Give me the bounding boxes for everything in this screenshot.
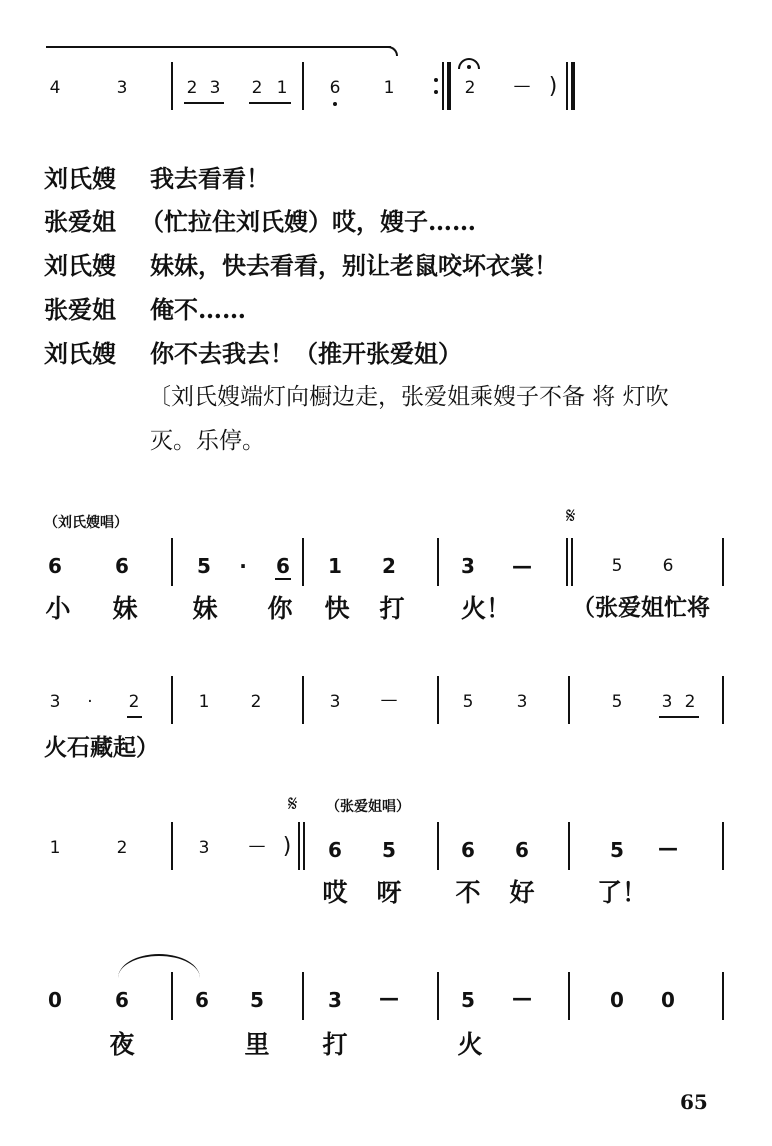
note: 3 [516,692,528,712]
note: 0 [610,988,624,1012]
bar-line [722,972,724,1020]
note: 0 [661,988,675,1012]
note: 5 [462,692,474,712]
dialogue-line: （忙拉住刘氏嫂）哎，嫂子…… [140,207,476,236]
underline [249,102,291,104]
note: — [513,76,531,96]
speaker-name: 张爱姐 [44,207,116,236]
lyric: 妹 [192,594,218,623]
underline [275,578,291,580]
repeat-bar-thick [447,62,451,110]
stage-direction: 〔刘氏嫂端灯向橱边走，张爱姐乘嫂子不备 将 灯吹 [148,384,669,410]
double-bar-thin [566,538,568,586]
stage-direction: 灭。乐停。 [150,428,265,454]
note: 6 [329,78,341,98]
note: 5 [610,838,624,862]
lyric: 快 [324,594,350,623]
note: 6 [515,838,529,862]
note: 6 [195,988,209,1012]
lyric: 呀 [376,878,402,907]
bar-line [171,62,173,110]
bar-line [722,822,724,870]
lyric: 夜 [109,1030,135,1059]
note: — [248,836,266,856]
speaker-name: 刘氏嫂 [44,339,116,368]
note: 3 [198,838,210,858]
bar-line [302,676,304,724]
score-line-3 [0,660,772,770]
note: 6 [328,838,342,862]
fermata-dot [467,65,471,69]
note: 2 [251,78,263,98]
note: 3 [209,78,221,98]
segno-icon: 𝄋 [288,792,298,817]
bar-line [437,538,439,586]
note: 3 [116,78,128,98]
note: 5 [382,838,396,862]
tie-arc [118,954,200,978]
lyric: 打 [322,1030,348,1059]
lyric: 哎 [322,878,348,907]
lyric: 妹 [112,594,138,623]
end-bar-thin [566,62,568,110]
note: 2 [116,838,128,858]
bar-line [171,822,173,870]
bar-line [171,538,173,586]
close-paren: ) [282,834,292,859]
bar-line [171,972,173,1020]
speaker-name: 张爱姐 [44,295,116,324]
end-bar-thick [571,62,575,110]
note: — [379,986,399,1010]
note: 6 [662,556,674,576]
lyric: 好 [509,878,535,907]
underline [127,716,142,718]
note: 6 [461,838,475,862]
underline [659,716,699,718]
bar-line [437,676,439,724]
note: 4 [49,78,61,98]
bar-line [437,972,439,1020]
note: · [87,692,93,712]
note: 3 [461,554,475,578]
dialogue-line: 妹妹，快去看看，别让老鼠咬坏衣裳！ [150,251,558,280]
bar-line [722,538,724,586]
note: 0 [48,988,62,1012]
dialogue-line: 我去看看！ [150,164,270,193]
note: 1 [383,78,395,98]
note: 5 [611,556,623,576]
stage-aside: 火石藏起） [44,734,159,761]
lyric: 你 [267,594,293,623]
note: 2 [684,692,696,712]
lyric: 不 [455,878,481,907]
bar-line [302,538,304,586]
singer-tag: （张爱姐唱） [326,799,410,815]
note: 1 [198,692,210,712]
note: 6 [48,554,62,578]
note: 5 [461,988,475,1012]
stage-aside: （张爱姐忙将 [572,594,710,621]
close-paren: ) [548,74,558,99]
note: 1 [328,554,342,578]
slur-line [46,46,391,48]
speaker-name: 刘氏嫂 [44,251,116,280]
slur-hook [388,46,398,56]
repeat-dots [434,78,438,82]
lyric: 里 [244,1030,270,1059]
bar-line [568,676,570,724]
score-line-1 [0,0,772,120]
note: 6 [276,554,290,578]
note: — [512,554,532,578]
bar-line [302,62,304,110]
score-line-2 [0,500,772,630]
note: — [658,836,678,860]
lyric: 打 [379,594,405,623]
double-bar-thin [298,822,300,870]
note: 5 [611,692,623,712]
note: — [512,986,532,1010]
note: 6 [115,554,129,578]
bar-line [171,676,173,724]
double-bar-thin [303,822,305,870]
note: · [239,554,247,578]
segno-icon: 𝄋 [566,504,576,529]
note: 2 [250,692,262,712]
page-number: 65 [680,1090,708,1114]
note: 3 [329,692,341,712]
note: 1 [276,78,288,98]
note: 2 [464,78,476,98]
lyric: 火！ [460,594,512,623]
note: 2 [186,78,198,98]
bar-line [568,972,570,1020]
double-bar-thin [571,538,573,586]
note: 5 [197,554,211,578]
lyric: 小 [45,594,71,623]
score-line-5 [0,940,772,1070]
note: 6 [115,988,129,1012]
bar-line [722,676,724,724]
bar-line [302,972,304,1020]
low-dot [333,102,337,106]
note: 3 [328,988,342,1012]
dialogue-line: 俺不…… [150,295,246,324]
lyric: 火 [457,1030,483,1059]
score-line-4 [0,790,772,920]
dialogue-block [0,160,772,460]
speaker-name: 刘氏嫂 [44,164,116,193]
note: 3 [661,692,673,712]
dialogue-line: 你不去我去！（推开张爱姐） [150,339,462,368]
lyric: 了！ [596,878,648,907]
note: 2 [128,692,140,712]
underline [184,102,224,104]
note: 3 [49,692,61,712]
note: 1 [49,838,61,858]
singer-tag: （刘氏嫂唱） [44,515,128,531]
note: 2 [382,554,396,578]
bar-line [568,822,570,870]
bar-line [437,822,439,870]
note: — [380,690,398,710]
repeat-bar-thin [442,62,444,110]
note: 5 [250,988,264,1012]
